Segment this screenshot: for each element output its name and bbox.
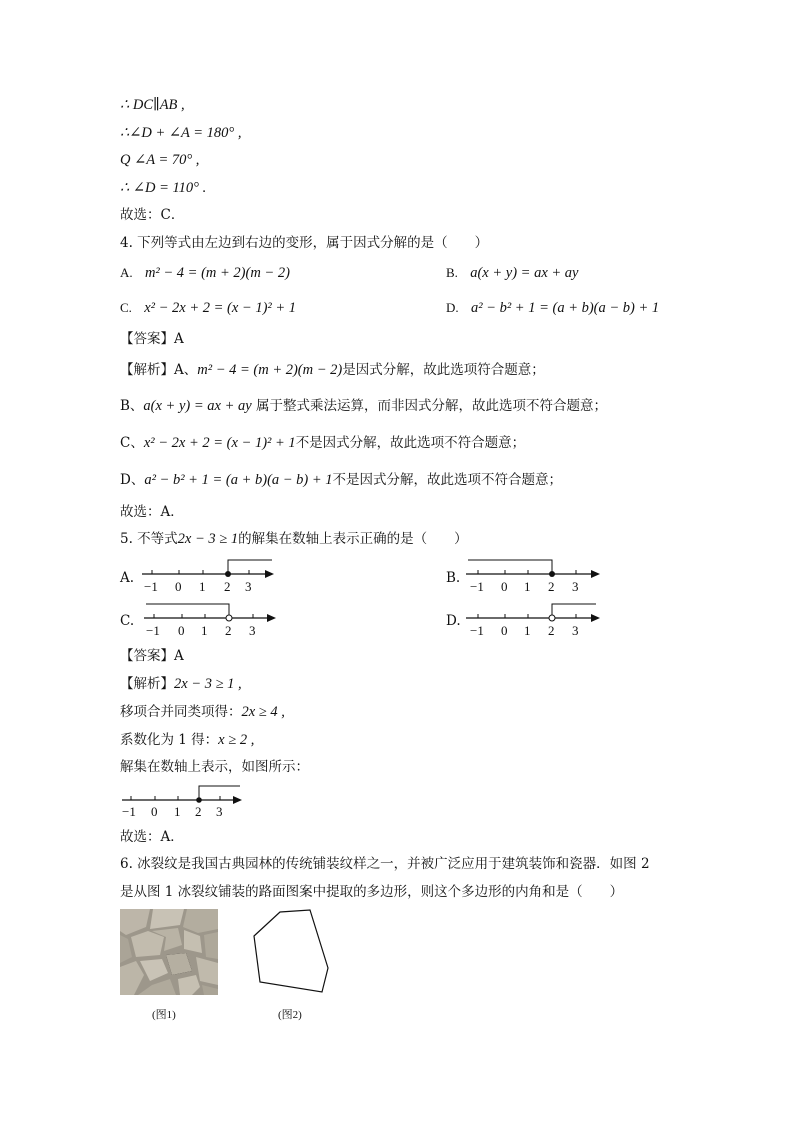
explanation-head: D、 <box>120 472 145 488</box>
stem-formula: 2x − 3 ≥ 1 <box>177 531 239 547</box>
tick-label: 3 <box>216 804 223 819</box>
option-formula: a(x + y) = ax + ay <box>470 265 579 281</box>
option-formula: x² − 2x + 2 = (x − 1)² + 1 <box>144 300 297 316</box>
explanation-text: 是因式分解，故此选项符合题意； <box>342 362 545 378</box>
option-formula: a² − b² + 1 = (a + b)(a − b) + 1 <box>470 300 660 316</box>
tick-label: 0 <box>501 579 508 594</box>
step-formula: 2x ≥ 4 , <box>241 704 285 720</box>
tick-label: 3 <box>249 623 256 638</box>
explanation-text: 不是因式分解，故此选项不符合题意； <box>332 472 563 488</box>
q5-option-a-label[interactable]: A. <box>120 570 135 586</box>
tick-label: −1 <box>144 579 158 594</box>
ice-crack-paving-photo <box>120 909 218 995</box>
tick-label: 0 <box>501 623 508 638</box>
explanation-formula: a² − b² + 1 = (a + b)(a − b) + 1 <box>144 472 333 488</box>
q5-final-answer: 故选：A． <box>120 829 184 845</box>
proof-line-parallel: ∴ DC∥AB , <box>120 97 185 113</box>
tick-label: 0 <box>178 623 185 638</box>
q5-option-c-label[interactable]: C. <box>120 613 135 629</box>
tick-label: 2 <box>548 579 555 594</box>
explanation-formula: x² − 2x + 2 = (x − 1)² + 1 <box>143 435 296 451</box>
tick-label: 2 <box>195 804 202 819</box>
explanation-formula: m² − 4 = (m + 2)(m − 2) <box>197 362 343 378</box>
figure-1-caption: (图1) <box>152 1009 176 1021</box>
tick-label: 2 <box>548 623 555 638</box>
q6-stem-line-2: 是从图 1 冰裂纹铺装的路面图案中提取的多边形，则这个多边形的内角和是（ ） <box>120 884 624 900</box>
answer-line-q3: 故选：C． <box>120 207 185 223</box>
option-label: A. <box>120 265 133 280</box>
tick-label: 2 <box>225 623 232 638</box>
option-label: C. <box>120 300 132 315</box>
tick-label: −1 <box>146 623 160 638</box>
q4-explanation-b <box>120 397 607 415</box>
q5-step-2 <box>120 731 254 749</box>
q5-step-3: 解集在数轴上表示，如图所示： <box>120 759 309 775</box>
tick-label: 1 <box>201 623 208 638</box>
q4-option-a[interactable] <box>120 264 290 282</box>
tick-label: 3 <box>245 579 252 594</box>
q4-option-d[interactable] <box>446 299 659 317</box>
q4-final-answer: 故选：A． <box>120 504 184 520</box>
q5-answer: 【答案】A <box>120 648 184 664</box>
tick-label: −1 <box>470 579 484 594</box>
proof-line-angle-a: Q ∠A = 70° , <box>120 152 200 168</box>
tick-label: 1 <box>174 804 181 819</box>
q5-stem <box>120 530 468 548</box>
explanation-head: C、 <box>120 435 144 451</box>
stem-text: 5. 不等式 <box>120 531 178 547</box>
tick-label: 3 <box>572 623 579 638</box>
q4-option-c[interactable] <box>120 299 296 317</box>
q5-option-d-label[interactable]: D. <box>446 613 461 629</box>
q5-solution-number-line <box>120 782 250 822</box>
q5-option-b-label[interactable]: B. <box>446 570 461 586</box>
explanation-head: B、 <box>120 398 144 414</box>
explanation-head: 【解析】 <box>120 676 174 692</box>
option-label: D. <box>446 300 459 315</box>
option-formula: m² − 4 = (m + 2)(m − 2) <box>144 265 290 281</box>
q5-option-c-number-line[interactable] <box>140 598 282 640</box>
explanation-text: 属于整式乘法运算，而非因式分解，故此选项不符合题意； <box>251 398 607 414</box>
tick-label: 2 <box>224 579 231 594</box>
q4-option-b[interactable] <box>446 264 578 282</box>
q4-stem: 4. 下列等式由左边到右边的变形，属于因式分解的是（ ） <box>120 235 489 251</box>
q6-stem-line-1: 6. 冰裂纹是我国古典园林的传统铺装纹样之一，并被广泛应用于建筑装饰和瓷器．如图 2 <box>120 856 650 872</box>
explanation-formula: 2x − 3 ≥ 1 , <box>174 676 242 692</box>
tick-label: 0 <box>151 804 158 819</box>
tick-label: 1 <box>524 623 531 638</box>
explanation-formula: a(x + y) = ax + ay <box>143 398 252 414</box>
q4-explanation-c <box>120 434 525 452</box>
stem-text-tail: 的解集在数轴上表示正确的是（ ） <box>238 531 468 547</box>
q5-step-1 <box>120 703 285 721</box>
step-text: 系数化为 1 得： <box>120 732 219 748</box>
step-formula: x ≥ 2 , <box>218 732 255 748</box>
q5-option-d-number-line[interactable] <box>462 598 607 640</box>
tick-label: −1 <box>470 623 484 638</box>
step-text: 移项合并同类项得： <box>120 704 242 720</box>
proof-line-supplementary: ∴∠D + ∠A = 180° , <box>120 125 242 141</box>
tick-label: 1 <box>199 579 206 594</box>
proof-line-angle-d: ∴ ∠D = 110° . <box>120 180 207 196</box>
figure-2-caption: (图2) <box>278 1009 302 1021</box>
explanation-head: 【解析】A、 <box>120 362 198 378</box>
q5-option-a-number-line[interactable] <box>138 554 278 596</box>
explanation-text: 不是因式分解，故此选项不符合题意； <box>295 435 526 451</box>
option-label: B. <box>446 265 458 280</box>
tick-label: 1 <box>524 579 531 594</box>
q5-option-b-number-line[interactable] <box>462 554 607 596</box>
q5-explanation <box>120 675 242 693</box>
tick-label: 0 <box>175 579 182 594</box>
tick-label: −1 <box>122 804 136 819</box>
q4-answer: 【答案】A <box>120 331 184 347</box>
q4-explanation-a <box>120 361 545 379</box>
q4-explanation-d <box>120 471 562 489</box>
polygon-figure <box>248 908 334 998</box>
tick-label: 3 <box>572 579 579 594</box>
